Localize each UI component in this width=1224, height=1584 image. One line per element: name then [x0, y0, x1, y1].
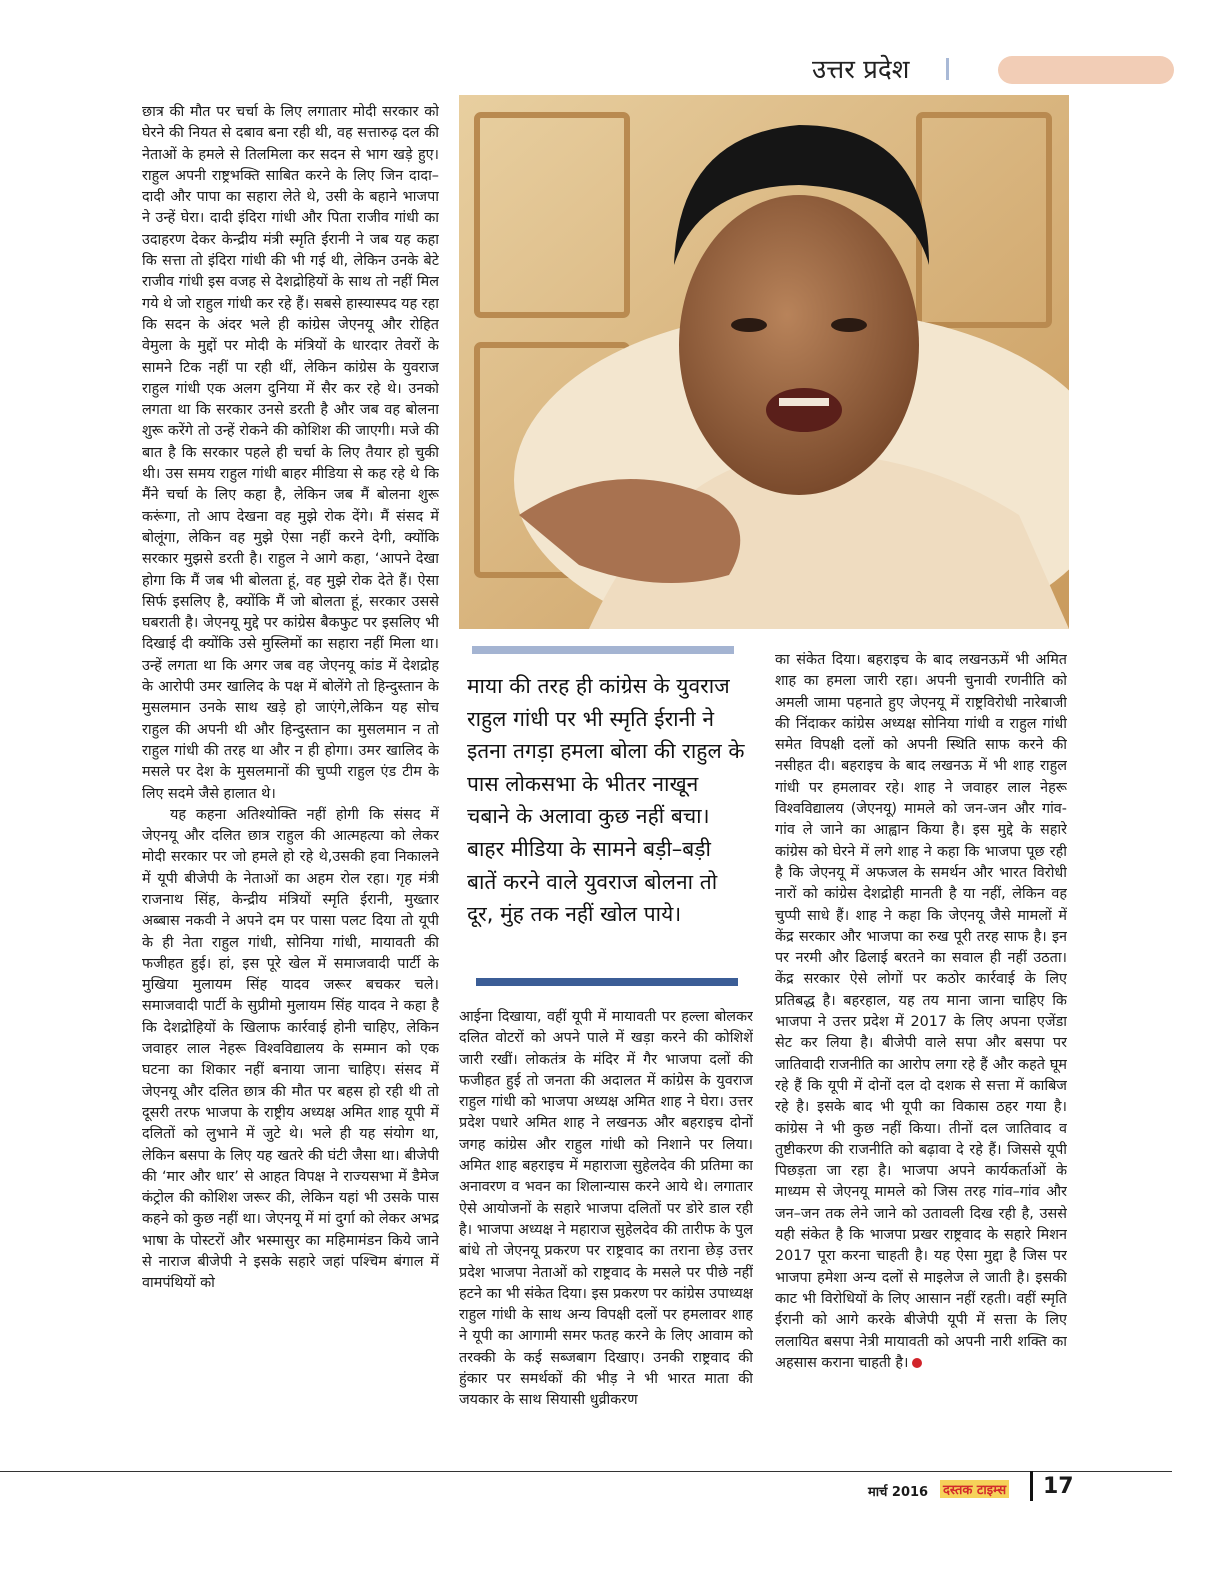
article-column-1 [142, 102, 439, 1454]
header-divider [946, 58, 949, 80]
issue-date: मार्च 2016 [868, 1485, 929, 1500]
section-title: उत्तर प्रदेश [812, 55, 910, 85]
magazine-logo: दस्तक टाइम्स [940, 1480, 1009, 1498]
pull-quote-rule-top [472, 646, 734, 654]
pull-quote-rule-bottom [476, 978, 738, 986]
end-of-article-icon [912, 1358, 922, 1368]
article-paragraph: आईना दिखाया, वहीं यूपी में मायावती पर हल्ला बोलकर दलित वोटरों को अपने पाले में खड़ा करने की कोशिशें जारी रखीं। लोकतंत्र के मंदिर में गैर भाजपा दलों की फजीहत हुई तो जनता की अदालत में कांग्रेस के युवराज राहुल गांधी को भाजपा अध्यक्ष अमित शाह ने घेरा। उत्तर प्रदेश पधारे अमित शाह ने लखनऊ और बहराइच दोनों जगह कांग्रेस और राहुल गांधी को निशाने पर लिया। अमित शाह बहराइच में महाराजा सुहेलदेव की प्रतिमा का अनावरण व भवन का शिलान्यास करने आये थे। लगातार ऐसे आयोजनों के सहारे भाजपा दलितों पर डोरे डाल रही है। भाजपा अध्यक्ष ने महाराज सुहेलदेव की तारीफ के पुल बांधे तो जेएनयू प्रकरण पर राष्ट्रवाद का तराना छेड़ उत्तर प्रदेश भाजपा नेताओं को राष्ट्रवाद के मसले पर पीछे नहीं हटने का भी संकेत दिया। इस प्रकरण पर कांग्रेस उपाध्यक्ष राहुल गांधी के साथ अन्य विपक्षी दलों पर हमलावर शाह ने यूपी का आगामी समर फतह करने के लिए आवाम को तरक्की के कई सब्जबाग दिखाए। उनकी राष्ट्रवाद की हुंकार पर समर्थकों की भीड़ ने भी भारत माता की जयकार के साथ सियासी धुव्रीकरण [459, 1009, 753, 1409]
article-column-2 [459, 1007, 753, 1454]
article-photo [459, 95, 1069, 629]
footer-rule [0, 1471, 1172, 1472]
header-accent-pill [998, 56, 1174, 84]
article-paragraph: यह कहना अतिश्योक्ति नहीं होगी कि संसद में जेएनयू और दलित छात्र राहुल की आत्महत्या को लेकर मोदी सरकार पर जो हमले हो रहे थे,उसकी हवा निकालने में यूपी बीजेपी के नेताओं का अहम रोल रहा। गृह मंत्री राजनाथ सिंह, केन्द्रीय मंत्रियों स्मृति ईरानी, मुख्तार अब्बास नकवी ने अपने दम पर पासा पलट दिया तो यूपी के ही नेता राहुल गांधी, सोनिया गांधी, मायावती की फजीहत हुई। हां, इस पूरे खेल में समाजवादी पार्टी के मुखिया मुलायम सिंह यादव जरूर बचकर चले। समाजवादी पार्टी के सुप्रीमो मुलायम सिंह यादव ने कहा है कि देशद्रोहियों के खिलाफ कार्रवाई होनी चाहिए, लेकिन जवाहर लाल नेहरू विश्वविद्यालय के सम्मान को एक घटना का शिकार नहीं बनाया जाना चाहिए। संसद में जेएनयू और दलित छात्र की मौत पर बहस हो रही थी तो दूसरी तरफ भाजपा के राष्ट्रीय अध्यक्ष अमित शाह यूपी में दलितों को लुभाने में जुटे थे। भले ही यह संयोग था, लेकिन बसपा के लिए यह खतरे की घंटी जैसा था। बीजेपी की ‘मार और धार’ से आहत विपक्ष ने राज्यसभा में डैमेज कंट्रोल की कोशिश जरूर की, लेकिन यहां भी उसके पास कहने को कुछ नहीं था। जेएनयू में मां दुर्गा को लेकर अभद्र भाषा के पोस्टरों और भस्मासुर का महिमामंडन किये जाने से नाराज बीजेपी ने इसके सहारे जहां पश्चिम बंगाल में वामपंथियों को [142, 806, 439, 1292]
article-paragraph [775, 650, 1067, 1374]
page-number: 17 [1043, 1474, 1074, 1499]
article-text: का संकेत दिया। बहराइच के बाद लखनऊमें भी अमित शाह का हमला जारी रहा। अपनी चुनावी रणनीति को अमली जामा पहनाते हुए जेएनयू में राष्ट्रविरोधी नारेबाजी की निंदाकर कांग्रेस अध्यक्ष सोनिया गांधी व राहुल गांधी समेत विपक्षी दलों को अपनी स्थिति साफ करने की नसीहत दी। बहराइच के बाद लखनऊ में भी शाह राहुल गांधी पर हमलावर रहे। शाह ने जवाहर लाल नेहरू विश्वविद्यालय (जेएनयू) मामले को जन-जन और गांव-गांव ले जाने का आह्वान किया है। इस मुद्दे के सहारे कांग्रेस को घेरने में लगे शाह ने कहा कि भाजपा पूछ रही है कि जेएनयू में अफजल के समर्थन और भारत विरोधी नारों को कांग्रेस देशद्रोही मानती है या नहीं, लेकिन वह चुप्पी साधे हैं। शाह ने कहा कि जेएनयू जैसे मामलों में केंद्र सरकार और भाजपा का रुख पूरी तरह साफ है। इन पर नरमी और ढिलाई बरतने का सवाल ही नहीं उठता। केंद्र सरकार ऐसे लोगों पर कठोर कार्रवाई के लिए प्रतिबद्ध है। बहरहाल, यह तय माना जाना चाहिए कि भाजपा ने उत्तर प्रदेश में 2017 के लिए अपना एजेंडा सेट कर लिया है। बीजेपी वाले सपा और बसपा पर जातिवादी राजनीति का आरोप लगा रहे हैं और कहते घूम रहे हैं कि यूपी में दोनों दल दो दशक से सत्ता में काबिज रहे है। इसके बाद भी यूपी का विकास ठहर गया है। कांग्रेस ने भी कुछ नहीं किया। तीनों दल जातिवाद व तुष्टीकरण की राजनीति को बढ़ावा दे रहे हैं। जिससे यूपी पिछड़ता जा रहा है। भाजपा अपने कार्यकर्ताओं के माध्यम से जेएनयू मामले को जिस तरह गांव–गांव और जन–जन तक लेने जाने को उतावली दिख रही है, उससे यही संकेत है कि भाजपा प्रखर राष्ट्रवाद के सहारे मिशन 2017 पूरा करना चाहती है। यह ऐसा मुद्दा है जिस पर भाजपा हमेशा अन्य दलों से माइलेज ले जाती है। इसकी काट भी विरोधियों के लिए आसान नहीं रहती। वहीं स्मृति ईरानी को आगे करके बीजेपी यूपी में सत्ता के लिए ललायित बसपा नेत्री मायावती को अपनी नारी शक्ति का अहसास कराना चाहती है। [775, 652, 1067, 1371]
article-paragraph: छात्र की मौत पर चर्चा के लिए लगातार मोदी सरकार को घेरने की नियत से दबाव बना रही थी, वह सत्तारुढ़ दल की नेताओं के हमले से तिलमिला कर सदन से भाग खड़े हुए। राहुल अपनी राष्ट्रभक्ति साबित करने के लिए जिन दादा–दादी और पापा का सहारा लेते थे, उसी के बहाने भाजपा ने उन्हें घेरा। दादी इंदिरा गांधी और पिता राजीव गांधी का उदाहरण देकर केन्द्रीय मंत्री स्मृति ईरानी ने जब यह कहा कि सत्ता तो इंदिरा गांधी की भी गई थी, लेकिन उनके बेटे राजीव गांधी इस वजह से देशद्रोहियों के साथ तो नहीं मिल गये थे जो राहुल गांधी कर रहे हैं। सबसे हास्यास्पद यह रहा कि सदन के अंदर भले ही कांग्रेस जेएनयू और रोहित वेमुला के मुद्दों पर मोदी के मंत्रियों के धारदार तेवरों के सामने टिक नहीं पा रही थीं, लेकिन कांग्रेस के युवराज राहुल गांधी एक अलग दुनिया में सैर कर रहे थे। उनको लगता था कि सरकार उनसे डरती है और जब वह बोलना शुरू करेंगे तो उन्हें रोकने की कोशिश की जाएगी। मजे की बात है कि सरकार पहले ही चर्चा के लिए तैयार हो चुकी थी। उस समय राहुल गांधी बाहर मीडिया से कह रहे थे कि मैंने चर्चा के लिए कहा है, लेकिन जब मैं बोलना शुरू करूंगा, तो आप देखना वह मुझे रोक देंगे। मैं संसद में बोलूंगा, लेकिन वह मुझे ऐसा नहीं करने देगी, क्योंकि सरकार मुझसे डरती है। राहुल ने आगे कहा, ‘आपने देखा होगा कि मैं जब भी बोलता हूं, वह मुझे रोक देते हैं। ऐसा सिर्फ इसलिए है, क्योंकि मैं जो बोलता हूं, सरकार उससे घबराती है। जेएनयू मुद्दे पर कांग्रेस बैकफुट पर इसलिए भी दिखाई दी क्योंकि उसे मुस्लिमों का सहारा नहीं मिला था। उन्हें लगता था कि अगर जब वह जेएनयू कांड में देशद्रोह के आरोपी उमर खालिद के पक्ष में बोलेंगे तो हिन्दुस्तान के मुसलमान उनके साथ खड़े हो जाएंगे,लेकिन यह सोच राहुल की अपनी थी और हिन्दुस्तान का मुसलमान न तो राहुल गांधी की तरह था और न ही होगा। उमर खालिद के मसले पर देश के मुसलमानों की चुप्पी राहुल एंड टीम के लिए सदमे जैसे हालात थे। [142, 104, 439, 802]
footer-divider [1030, 1471, 1033, 1501]
article-column-3 [775, 650, 1067, 1454]
politician-speaking-photo [459, 95, 1069, 629]
pull-quote: माया की तरह ही कांग्रेस के युवराज राहुल गांधी पर भी स्मृति ईरानी ने इतना तगड़ा हमला बोला की राहुल के पास लोकसभा के भीतर नाखून चबाने के अलावा कुछ नहीं बचा। बाहर मीडिया के सामने बड़ी–बड़ी बातें करने वाले युवराज बोलना तो दूर, मुंह तक नहीं खोल पाये। [467, 674, 745, 927]
